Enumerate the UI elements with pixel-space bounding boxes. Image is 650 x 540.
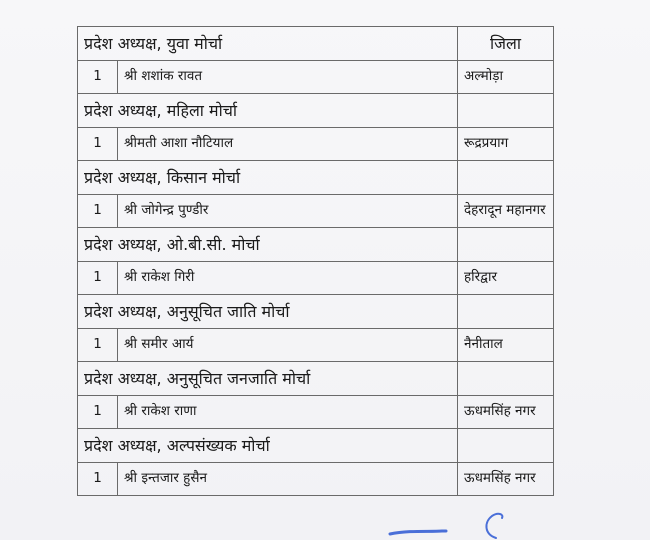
district-column-header: जिला <box>458 27 554 61</box>
serial-number: 1 <box>78 128 118 161</box>
section-heading-row <box>78 362 554 396</box>
member-name: श्री शशांक रावत <box>118 61 458 94</box>
section-heading-row <box>78 429 554 463</box>
serial-number: 1 <box>78 329 118 362</box>
member-name: श्री समीर आर्य <box>118 329 458 362</box>
member-row <box>78 463 554 496</box>
office-bearers-table <box>77 26 554 496</box>
member-name: श्रीमती आशा नौटियाल <box>118 128 458 161</box>
section-title: प्रदेश अध्यक्ष, अल्पसंख्यक मोर्चा <box>78 429 458 463</box>
section-title: प्रदेश अध्यक्ष, युवा मोर्चा <box>78 27 458 61</box>
member-district: ऊधमसिंह नगर <box>458 396 554 429</box>
member-row <box>78 396 554 429</box>
section-title: प्रदेश अध्यक्ष, किसान मोर्चा <box>78 161 458 195</box>
empty-cell <box>458 362 554 396</box>
serial-number: 1 <box>78 463 118 496</box>
section-heading-row <box>78 27 554 61</box>
section-heading-row <box>78 94 554 128</box>
empty-cell <box>458 161 554 195</box>
member-name: श्री इन्तजार हुसैन <box>118 463 458 496</box>
section-title: प्रदेश अध्यक्ष, ओ.बी.सी. मोर्चा <box>78 228 458 262</box>
serial-number: 1 <box>78 195 118 228</box>
serial-number: 1 <box>78 262 118 295</box>
member-row <box>78 329 554 362</box>
section-heading-row <box>78 228 554 262</box>
section-title: प्रदेश अध्यक्ष, महिला मोर्चा <box>78 94 458 128</box>
serial-number: 1 <box>78 61 118 94</box>
member-row <box>78 128 554 161</box>
member-name: श्री जोगेन्द्र पुण्डीर <box>118 195 458 228</box>
member-district: अल्मोड़ा <box>458 61 554 94</box>
empty-cell <box>458 295 554 329</box>
section-title: प्रदेश अध्यक्ष, अनुसूचित जनजाति मोर्चा <box>78 362 458 396</box>
empty-cell <box>458 94 554 128</box>
signature-mark <box>380 508 530 540</box>
section-title: प्रदेश अध्यक्ष, अनुसूचित जाति मोर्चा <box>78 295 458 329</box>
member-district: नैनीताल <box>458 329 554 362</box>
section-heading-row <box>78 295 554 329</box>
empty-cell <box>458 228 554 262</box>
member-row <box>78 61 554 94</box>
member-row <box>78 262 554 295</box>
member-district: रूद्रप्रयाग <box>458 128 554 161</box>
member-district: ऊधमसिंह नगर <box>458 463 554 496</box>
empty-cell <box>458 429 554 463</box>
member-name: श्री राकेश गिरी <box>118 262 458 295</box>
member-row <box>78 195 554 228</box>
member-district: देहरादून महानगर <box>458 195 554 228</box>
member-district: हरिद्वार <box>458 262 554 295</box>
serial-number: 1 <box>78 396 118 429</box>
section-heading-row <box>78 161 554 195</box>
member-name: श्री राकेश राणा <box>118 396 458 429</box>
